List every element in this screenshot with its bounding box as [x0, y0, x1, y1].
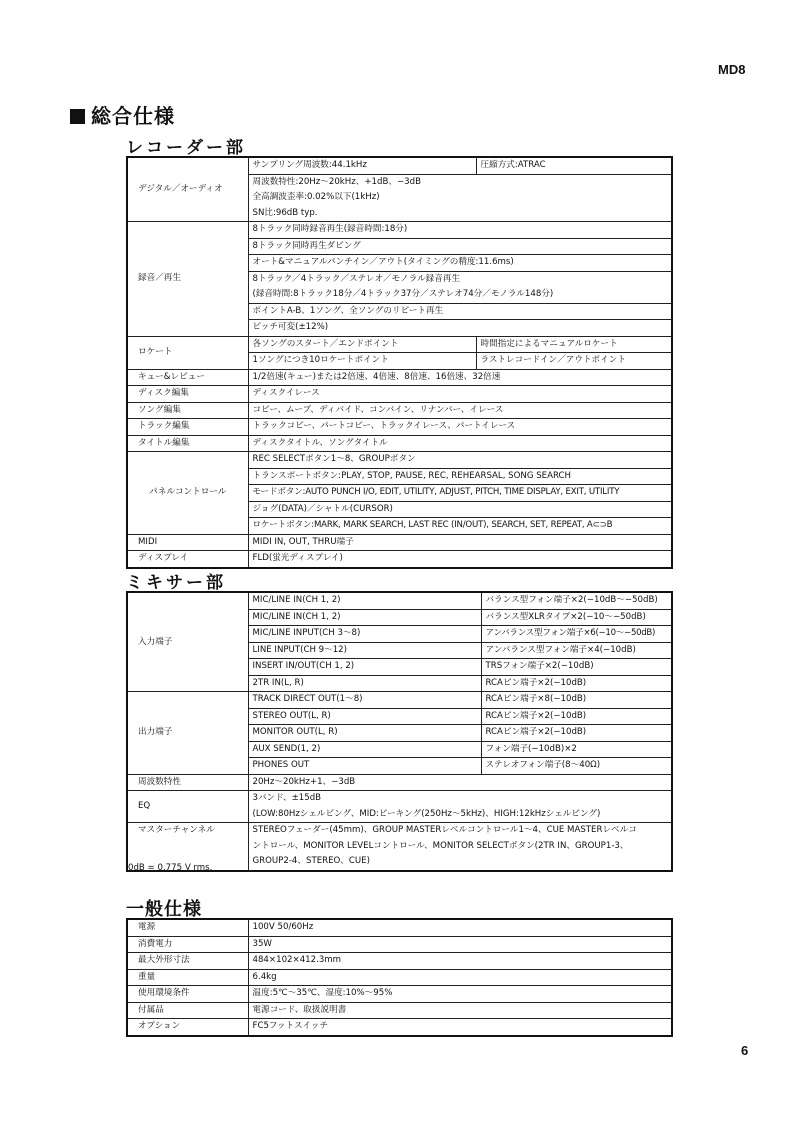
- output-terminal-name: MONITOR OUT(L, R): [248, 725, 481, 742]
- consumption-value: 35W: [248, 936, 672, 953]
- reference-level-note: 0dB = 0.775 V rms.: [128, 863, 213, 873]
- track-edit-label: トラック編集: [127, 419, 248, 436]
- input-terminal-spec: バランス型フォン端子×2(−10dB～−50dB): [481, 592, 672, 609]
- record-spec-row: オート&マニュアルパンチイン／アウト(タイミングの精度:11.6ms): [248, 255, 672, 272]
- record-spec-row: 8トラック同時録音再生(録音時間:18分): [248, 222, 672, 239]
- cue-review-label: キュー&レビュー: [127, 369, 248, 386]
- song-edit-label: ソング編集: [127, 402, 248, 419]
- cue-review-value: 1/2倍速(キュー)または2倍速、4倍速、8倍速、16倍速、32倍速: [248, 369, 672, 386]
- main-heading: [70, 100, 175, 129]
- display-value: FLD(蛍光ディスプレイ): [248, 551, 672, 568]
- output-terminal-name: TRACK DIRECT OUT(1～8): [248, 692, 481, 709]
- locate-spec: 各ソングのスタート／エンドポイント: [248, 336, 476, 353]
- output-terminal-spec: RCAピン端子×8(−10dB): [481, 692, 672, 709]
- record-spec-row: ポイントA-B、1ソング、全ソングのリピート再生: [248, 303, 672, 320]
- output-terminal-spec: ステレオフォン端子(8～40Ω): [481, 758, 672, 775]
- song-edit-value: コピー、ムーブ、ディバイド、コンバイン、リナンバー、イレース: [248, 402, 672, 419]
- main-heading-text: 総合仕様: [91, 104, 175, 128]
- input-terminal-name: MIC/LINE IN(CH 1, 2): [248, 609, 481, 626]
- accessories-value: 電源コード、取扱説明書: [248, 1002, 672, 1019]
- record-spec-row: 8トラック同時再生ダビング: [248, 238, 672, 255]
- midi-label: MIDI: [127, 534, 248, 551]
- thd: 全高調波歪率:0.02%以下(1kHz): [252, 192, 380, 202]
- options-label: オプション: [127, 1019, 248, 1036]
- consumption-label: 消費電力: [127, 936, 248, 953]
- input-terminal-spec: バランス型XLRタイプ×2(−10～−50dB): [481, 609, 672, 626]
- title-edit-value: ディスクタイトル、ソングタイトル: [248, 435, 672, 452]
- input-terminal-spec: アンバランス型フォン端子×4(−10dB): [481, 642, 672, 659]
- sn-ratio: SN比:96dB typ.: [252, 207, 318, 218]
- output-terminal-spec: フォン端子(−10dB)×2: [481, 741, 672, 758]
- panel-control-label: パネルコントロール: [127, 452, 248, 535]
- eq-spec: [248, 791, 672, 823]
- power-label: 電源: [127, 919, 248, 936]
- page-number: 6: [741, 1043, 749, 1058]
- title-edit-label: タイトル編集: [127, 435, 248, 452]
- panel-control-row: モードボタン:AUTO PUNCH I/O, EDIT, UTILITY, ADJUST, PITCH, TIME DISPLAY, EXIT, UTILITY: [248, 485, 672, 502]
- sampling-frequency: サンプリング周波数:44.1kHz: [248, 157, 476, 174]
- mixer-heading: ミキサー部: [126, 573, 226, 593]
- midi-value: MIDI IN, OUT, THRU端子: [248, 534, 672, 551]
- environment-value: 温度:5℃～35℃、湿度:10%～95%: [248, 986, 672, 1003]
- locate-spec: 1ソングにつき10ロケートポイント: [248, 353, 476, 370]
- input-terminal-spec: RCAピン端子×2(−10dB): [481, 675, 672, 692]
- digital-audio-specs: [248, 174, 672, 222]
- input-terminal-name: MIC/LINE INPUT(CH 3～8): [248, 626, 481, 643]
- output-terminal-name: AUX SEND(1, 2): [248, 741, 481, 758]
- record-playback-label: 録音／再生: [127, 222, 248, 337]
- input-terminal-spec: アンバランス型フォン端子×6(−10～−50dB): [481, 626, 672, 643]
- recorder-heading: レコーダー部: [126, 138, 246, 158]
- disc-edit-value: ディスクイレース: [248, 386, 672, 403]
- master-channel-line: STEREOフェーダー(45mm)、GROUP MASTERレベルコントロール1～4、CUE MASTERレベルコ: [252, 825, 637, 835]
- input-terminals-label: 入力端子: [127, 592, 248, 692]
- locate-spec: 時間指定によるマニュアルロケート: [476, 336, 672, 353]
- weight-value: 6.4kg: [248, 969, 672, 986]
- locate-spec: ラストレコードイン／アウトポイント: [476, 353, 672, 370]
- recorder-spec-table: [126, 156, 673, 569]
- display-label: ディスプレイ: [127, 551, 248, 568]
- dimensions-label: 最大外形寸法: [127, 953, 248, 970]
- environment-label: 使用環境条件: [127, 986, 248, 1003]
- frequency-response: 周波数特性:20Hz～20kHz、+1dB、−3dB: [252, 176, 421, 187]
- power-value: 100V 50/60Hz: [248, 919, 672, 936]
- record-spec-row: ピッチ可変(±12%): [248, 320, 672, 337]
- master-channel-spec: [248, 823, 672, 871]
- square-bullet-icon: [70, 109, 85, 124]
- output-terminal-spec: RCAピン端子×2(−10dB): [481, 725, 672, 742]
- input-terminal-name: INSERT IN/OUT(CH 1, 2): [248, 659, 481, 676]
- mixer-freq-value: 20Hz～20kHz+1、−3dB: [248, 774, 672, 791]
- mixer-freq-label: 周波数特性: [127, 774, 248, 791]
- accessories-label: 付属品: [127, 1002, 248, 1019]
- model-name: MD8: [718, 62, 746, 77]
- eq-label: EQ: [127, 791, 248, 823]
- options-value: FC5フットスイッチ: [248, 1019, 672, 1036]
- input-terminal-spec: TRSフォン端子×2(−10dB): [481, 659, 672, 676]
- master-channel-line: ントロール、MONITOR LEVELコントロール、MONITOR SELECTボタン(2TR IN、GROUP1-3、: [252, 840, 629, 851]
- eq-bands: 3バンド、±15dB: [252, 793, 322, 803]
- record-spec-row: [248, 271, 672, 303]
- track-edit-value: トラックコピー、パートコピー、トラックイレース、パートイレース: [248, 419, 672, 436]
- input-terminal-name: MIC/LINE IN(CH 1, 2): [248, 592, 481, 609]
- panel-control-row: ジョグ(DATA)／シャトル(CURSOR): [248, 501, 672, 518]
- compression-format: 圧縮方式:ATRAC: [476, 157, 672, 174]
- weight-label: 重量: [127, 969, 248, 986]
- general-spec-table: [126, 918, 673, 1037]
- eq-details: (LOW:80Hzシェルビング、MID:ピーキング(250Hz～5kHz)、HIGH:12kHzシェルビング): [252, 808, 601, 819]
- dimensions-value: 484×102×412.3mm: [248, 953, 672, 970]
- record-modes: 8トラック／4トラック／ステレオ／モノラル録音再生: [252, 273, 461, 284]
- panel-control-row: REC SELECTボタン1～8、GROUPボタン: [248, 452, 672, 469]
- locate-label: ロケート: [127, 336, 248, 369]
- panel-control-row: トランスポートボタン:PLAY, STOP, PAUSE, REC, REHEARSAL, SONG SEARCH: [248, 468, 672, 485]
- panel-control-row: ロケートボタン:MARK, MARK SEARCH, LAST REC (IN/OUT), SEARCH, SET, REPEAT, A⊂⊃B: [248, 518, 672, 535]
- record-times: (録音時間:8トラック18分／4トラック37分／ステレオ74分／モノラル148分): [252, 289, 554, 299]
- mixer-spec-table: [126, 591, 673, 872]
- disc-edit-label: ディスク編集: [127, 386, 248, 403]
- master-channel-label: マスターチャンネル: [127, 823, 248, 871]
- output-terminal-name: STEREO OUT(L, R): [248, 708, 481, 725]
- general-heading: 一般仕様: [126, 899, 202, 920]
- output-terminal-name: PHONES OUT: [248, 758, 481, 775]
- input-terminal-name: 2TR IN(L, R): [248, 675, 481, 692]
- digital-audio-label: デジタル／オーディオ: [127, 157, 248, 222]
- input-terminal-name: LINE INPUT(CH 9～12): [248, 642, 481, 659]
- master-channel-line: GROUP2-4、STEREO、CUE): [252, 856, 370, 866]
- output-terminal-spec: RCAピン端子×2(−10dB): [481, 708, 672, 725]
- output-terminals-label: 出力端子: [127, 692, 248, 775]
